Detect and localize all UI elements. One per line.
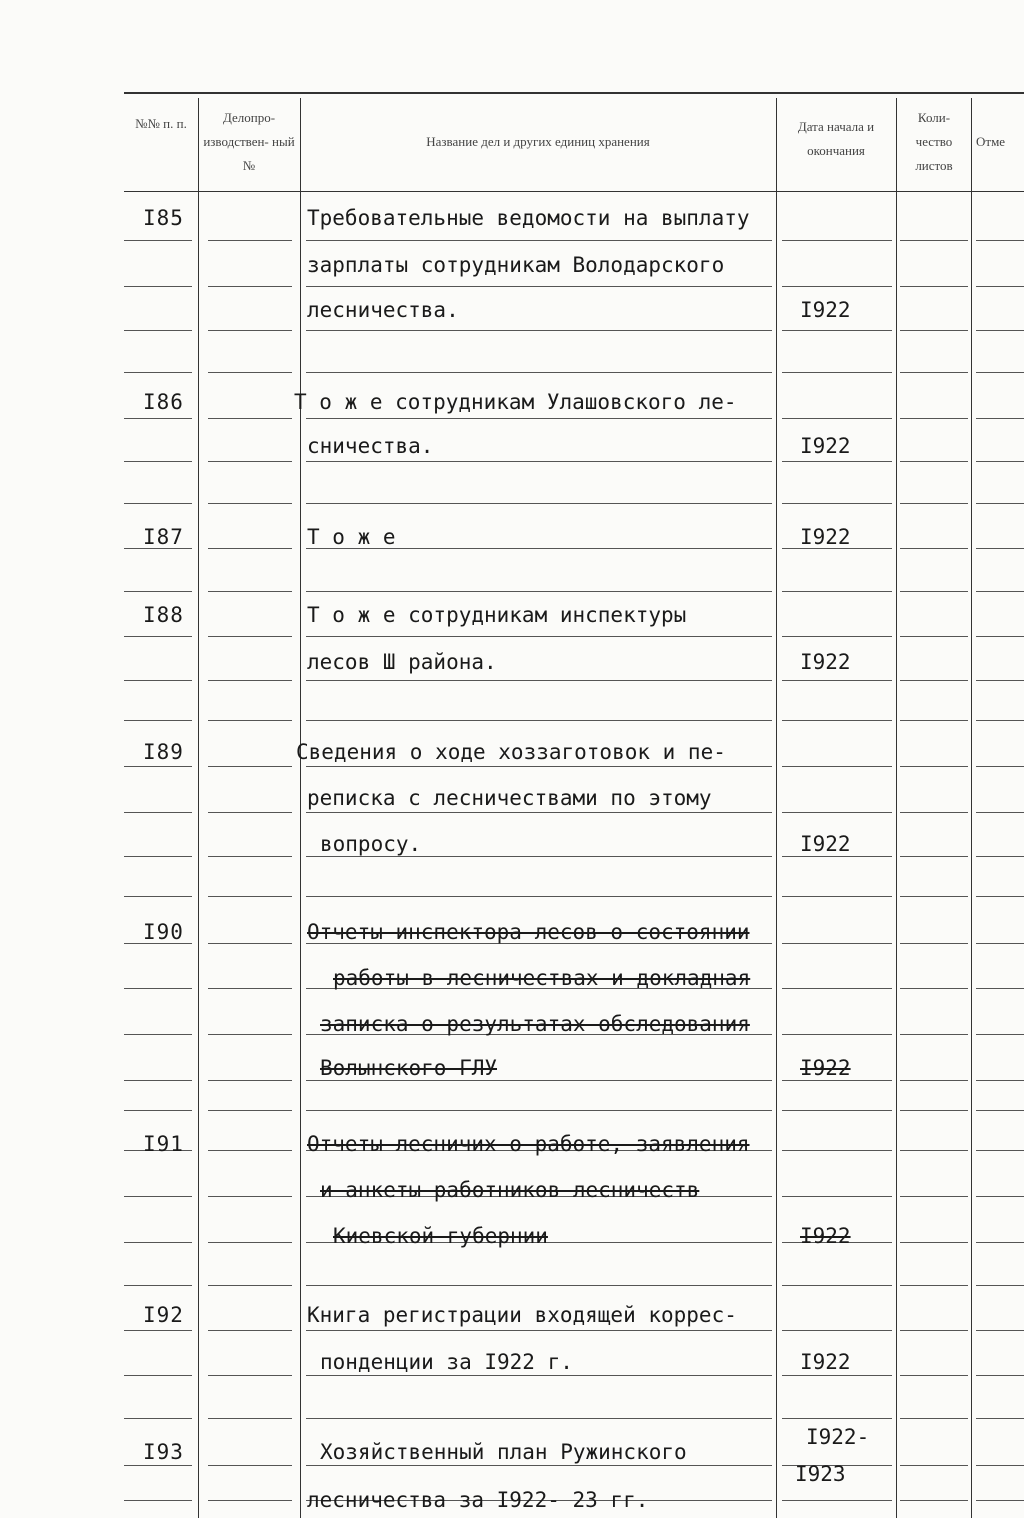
row-rule bbox=[976, 1034, 1024, 1035]
row-rule bbox=[900, 286, 968, 287]
record-title-line: Т о ж е bbox=[307, 525, 396, 549]
row-rule bbox=[124, 988, 192, 989]
row-rule bbox=[976, 240, 1024, 241]
record-number: I89 bbox=[143, 740, 184, 764]
row-rule bbox=[124, 856, 192, 857]
row-rule bbox=[976, 591, 1024, 592]
row-rule bbox=[782, 1500, 892, 1501]
record-title-line: Сведения о ходе хоззаготовок и пе- bbox=[296, 740, 726, 764]
row-rule bbox=[124, 896, 192, 897]
row-rule bbox=[900, 1080, 968, 1081]
row-rule bbox=[124, 1330, 192, 1331]
row-rule bbox=[208, 1500, 292, 1501]
row-rule bbox=[782, 680, 892, 681]
row-rule bbox=[782, 812, 892, 813]
header-col-dates: Дата начала и окончания bbox=[797, 119, 875, 158]
row-rule bbox=[900, 372, 968, 373]
record-title-line: Волынского ГЛУ bbox=[320, 1056, 498, 1080]
row-rule bbox=[782, 330, 892, 331]
row-rule bbox=[124, 636, 192, 637]
row-rule bbox=[976, 1465, 1024, 1466]
row-rule bbox=[208, 240, 292, 241]
row-rule bbox=[782, 943, 892, 944]
row-rule bbox=[124, 680, 192, 681]
row-rule bbox=[306, 720, 772, 721]
record-date: I922 bbox=[800, 650, 851, 674]
record-number: I91 bbox=[143, 1132, 184, 1156]
row-rule bbox=[208, 1418, 292, 1419]
row-rule bbox=[208, 1110, 292, 1111]
record-title-line: и анкеты работников лесничеств bbox=[320, 1178, 700, 1202]
row-rule bbox=[900, 1285, 968, 1286]
row-rule bbox=[900, 1500, 968, 1501]
column-divider bbox=[896, 98, 897, 1518]
row-rule bbox=[306, 1285, 772, 1286]
header-col-notes: Отме bbox=[976, 134, 1006, 149]
row-rule bbox=[782, 1375, 892, 1376]
row-rule bbox=[900, 636, 968, 637]
row-rule bbox=[306, 680, 772, 681]
row-rule bbox=[782, 766, 892, 767]
row-rule bbox=[306, 286, 772, 287]
record-title-line: вопросу. bbox=[320, 832, 422, 856]
header-col-title: Название дел и других единиц хранения bbox=[426, 134, 650, 149]
record-date: I922 bbox=[800, 298, 851, 322]
row-rule bbox=[124, 591, 192, 592]
record-title-line: Хозяйственный план Ружинского bbox=[320, 1440, 687, 1464]
row-rule bbox=[208, 286, 292, 287]
row-rule bbox=[976, 503, 1024, 504]
row-rule bbox=[782, 461, 892, 462]
column-divider bbox=[198, 98, 199, 1518]
row-rule bbox=[900, 680, 968, 681]
record-date: I922- bbox=[806, 1425, 870, 1449]
row-rule bbox=[124, 720, 192, 721]
row-rule bbox=[306, 372, 772, 373]
row-rule bbox=[306, 766, 772, 767]
row-rule bbox=[208, 1242, 292, 1243]
row-rule bbox=[782, 503, 892, 504]
row-rule bbox=[976, 1110, 1024, 1111]
row-rule bbox=[976, 1375, 1024, 1376]
record-title-line: Отчеты инспектора лесов о состоянии bbox=[307, 920, 750, 944]
row-rule bbox=[124, 1242, 192, 1243]
row-rule bbox=[900, 591, 968, 592]
row-rule bbox=[782, 1110, 892, 1111]
record-number: I86 bbox=[143, 390, 184, 414]
row-rule bbox=[976, 461, 1024, 462]
row-rule bbox=[208, 1196, 292, 1197]
row-rule bbox=[208, 1375, 292, 1376]
row-rule bbox=[782, 418, 892, 419]
row-rule bbox=[124, 1418, 192, 1419]
row-rule bbox=[976, 856, 1024, 857]
row-rule bbox=[900, 461, 968, 462]
row-rule bbox=[976, 1330, 1024, 1331]
record-title-line: Книга регистрации входящей коррес- bbox=[307, 1303, 737, 1327]
record-title-line: лесов Ш района. bbox=[307, 650, 497, 674]
column-divider bbox=[300, 98, 301, 1518]
row-rule bbox=[124, 766, 192, 767]
record-title-line: Киевской губернии bbox=[333, 1224, 548, 1248]
row-rule bbox=[900, 943, 968, 944]
row-rule bbox=[124, 372, 192, 373]
row-rule bbox=[208, 943, 292, 944]
row-rule bbox=[208, 1285, 292, 1286]
row-rule bbox=[976, 330, 1024, 331]
record-title-line: Требовательные ведомости на выплату bbox=[307, 206, 750, 230]
row-rule bbox=[782, 1080, 892, 1081]
row-rule bbox=[782, 720, 892, 721]
row-rule bbox=[782, 1034, 892, 1035]
row-rule bbox=[900, 1242, 968, 1243]
row-rule bbox=[900, 503, 968, 504]
row-rule bbox=[124, 1034, 192, 1035]
row-rule bbox=[208, 766, 292, 767]
row-rule bbox=[306, 418, 772, 419]
row-rule bbox=[900, 418, 968, 419]
record-title-line: реписка с лесничествами по этому bbox=[307, 786, 712, 810]
row-rule bbox=[900, 1196, 968, 1197]
row-rule bbox=[124, 1465, 192, 1466]
row-rule bbox=[976, 988, 1024, 989]
row-rule bbox=[976, 680, 1024, 681]
record-date: I922 bbox=[800, 1056, 851, 1080]
row-rule bbox=[306, 812, 772, 813]
row-rule bbox=[976, 1150, 1024, 1151]
row-rule bbox=[900, 720, 968, 721]
row-rule bbox=[208, 330, 292, 331]
row-rule bbox=[124, 1500, 192, 1501]
row-rule bbox=[900, 330, 968, 331]
record-date-end: I923 bbox=[795, 1462, 846, 1486]
row-rule bbox=[306, 1375, 772, 1376]
record-number: I85 bbox=[143, 206, 184, 230]
header-col-number: №№ п. п. bbox=[135, 116, 187, 131]
row-rule bbox=[900, 896, 968, 897]
row-rule bbox=[208, 856, 292, 857]
record-title-line: работы в лесничествах и докладная bbox=[333, 966, 751, 990]
row-rule bbox=[208, 418, 292, 419]
record-title-line: лесничества. bbox=[307, 298, 459, 322]
row-rule bbox=[976, 1418, 1024, 1419]
row-rule bbox=[208, 988, 292, 989]
row-rule bbox=[306, 591, 772, 592]
row-rule bbox=[976, 943, 1024, 944]
row-rule bbox=[782, 1196, 892, 1197]
row-rule bbox=[208, 503, 292, 504]
row-rule bbox=[900, 240, 968, 241]
row-rule bbox=[208, 591, 292, 592]
row-rule bbox=[900, 988, 968, 989]
row-rule bbox=[782, 896, 892, 897]
column-divider bbox=[971, 98, 972, 1518]
row-rule bbox=[124, 1375, 192, 1376]
row-rule bbox=[124, 461, 192, 462]
row-rule bbox=[306, 856, 772, 857]
row-rule bbox=[976, 812, 1024, 813]
row-rule bbox=[208, 896, 292, 897]
row-rule bbox=[976, 896, 1024, 897]
row-rule bbox=[124, 286, 192, 287]
row-rule bbox=[976, 1285, 1024, 1286]
row-rule bbox=[208, 1330, 292, 1331]
row-rule bbox=[782, 1150, 892, 1151]
row-rule bbox=[782, 591, 892, 592]
record-title-line: Т о ж е сотрудникам Улашовского ле- bbox=[294, 390, 737, 414]
row-rule bbox=[306, 1080, 772, 1081]
row-rule bbox=[208, 1034, 292, 1035]
row-rule bbox=[900, 1034, 968, 1035]
record-number: I87 bbox=[143, 525, 184, 549]
row-rule bbox=[976, 286, 1024, 287]
row-rule bbox=[976, 636, 1024, 637]
row-rule bbox=[976, 720, 1024, 721]
row-rule bbox=[124, 330, 192, 331]
header-col-sheets: Коли- чество листов bbox=[915, 110, 953, 173]
row-rule bbox=[900, 1110, 968, 1111]
record-title-line: лесничества за I922- 23 гг. bbox=[307, 1488, 649, 1512]
record-date: I922 bbox=[800, 1350, 851, 1374]
row-rule bbox=[900, 766, 968, 767]
row-rule bbox=[976, 548, 1024, 549]
record-date: I922 bbox=[800, 832, 851, 856]
record-title-line: зарплаты сотрудникам Володарского bbox=[307, 253, 725, 277]
row-rule bbox=[208, 372, 292, 373]
row-rule bbox=[208, 1150, 292, 1151]
row-rule bbox=[124, 1285, 192, 1286]
row-rule bbox=[208, 461, 292, 462]
record-title-line: сничества. bbox=[307, 434, 434, 458]
column-divider bbox=[776, 98, 777, 1518]
record-title-line: понденции за I922 г. bbox=[320, 1350, 573, 1374]
row-rule bbox=[976, 418, 1024, 419]
row-rule bbox=[900, 812, 968, 813]
row-rule bbox=[124, 812, 192, 813]
row-rule bbox=[900, 1150, 968, 1151]
row-rule bbox=[306, 1465, 772, 1466]
record-number: I92 bbox=[143, 1303, 184, 1327]
row-rule bbox=[782, 636, 892, 637]
row-rule bbox=[306, 636, 772, 637]
row-rule bbox=[306, 1330, 772, 1331]
row-rule bbox=[124, 503, 192, 504]
row-rule bbox=[976, 766, 1024, 767]
row-rule bbox=[124, 240, 192, 241]
row-rule bbox=[124, 1196, 192, 1197]
row-rule bbox=[208, 1465, 292, 1466]
row-rule bbox=[208, 636, 292, 637]
record-number: I90 bbox=[143, 920, 184, 944]
row-rule bbox=[782, 1418, 892, 1419]
row-rule bbox=[782, 240, 892, 241]
record-number: I88 bbox=[143, 603, 184, 627]
row-rule bbox=[976, 1500, 1024, 1501]
header-bottom-rule bbox=[124, 191, 1024, 192]
row-rule bbox=[306, 461, 772, 462]
row-rule bbox=[124, 1110, 192, 1111]
row-rule bbox=[208, 1080, 292, 1081]
row-rule bbox=[306, 240, 772, 241]
row-rule bbox=[208, 680, 292, 681]
record-date: I922 bbox=[800, 525, 851, 549]
row-rule bbox=[900, 1330, 968, 1331]
row-rule bbox=[976, 372, 1024, 373]
record-title-line: Т о ж е сотрудникам инспектуры bbox=[307, 603, 687, 627]
record-date: I922 bbox=[800, 434, 851, 458]
record-title-line: записка о результатах обследования bbox=[320, 1012, 750, 1036]
row-rule bbox=[900, 548, 968, 549]
record-title-line: Отчеты лесничих о работе, заявления bbox=[307, 1132, 750, 1156]
row-rule bbox=[124, 1080, 192, 1081]
row-rule bbox=[900, 1465, 968, 1466]
record-date: I922 bbox=[800, 1224, 851, 1248]
row-rule bbox=[900, 856, 968, 857]
row-rule bbox=[208, 720, 292, 721]
row-rule bbox=[976, 1242, 1024, 1243]
row-rule bbox=[124, 418, 192, 419]
row-rule bbox=[900, 1375, 968, 1376]
row-rule bbox=[208, 812, 292, 813]
row-rule bbox=[782, 988, 892, 989]
row-rule bbox=[306, 1418, 772, 1419]
record-number: I93 bbox=[143, 1440, 184, 1464]
row-rule bbox=[976, 1080, 1024, 1081]
row-rule bbox=[782, 372, 892, 373]
row-rule bbox=[782, 286, 892, 287]
header-top-rule bbox=[124, 92, 1024, 94]
row-rule bbox=[306, 503, 772, 504]
row-rule bbox=[976, 1196, 1024, 1197]
header-col-office-number: Делопро- изводствен- ный № bbox=[203, 110, 295, 173]
row-rule bbox=[306, 330, 772, 331]
row-rule bbox=[782, 1285, 892, 1286]
row-rule bbox=[208, 548, 292, 549]
row-rule bbox=[900, 1418, 968, 1419]
row-rule bbox=[782, 856, 892, 857]
row-rule bbox=[306, 896, 772, 897]
row-rule bbox=[782, 1330, 892, 1331]
row-rule bbox=[306, 1110, 772, 1111]
